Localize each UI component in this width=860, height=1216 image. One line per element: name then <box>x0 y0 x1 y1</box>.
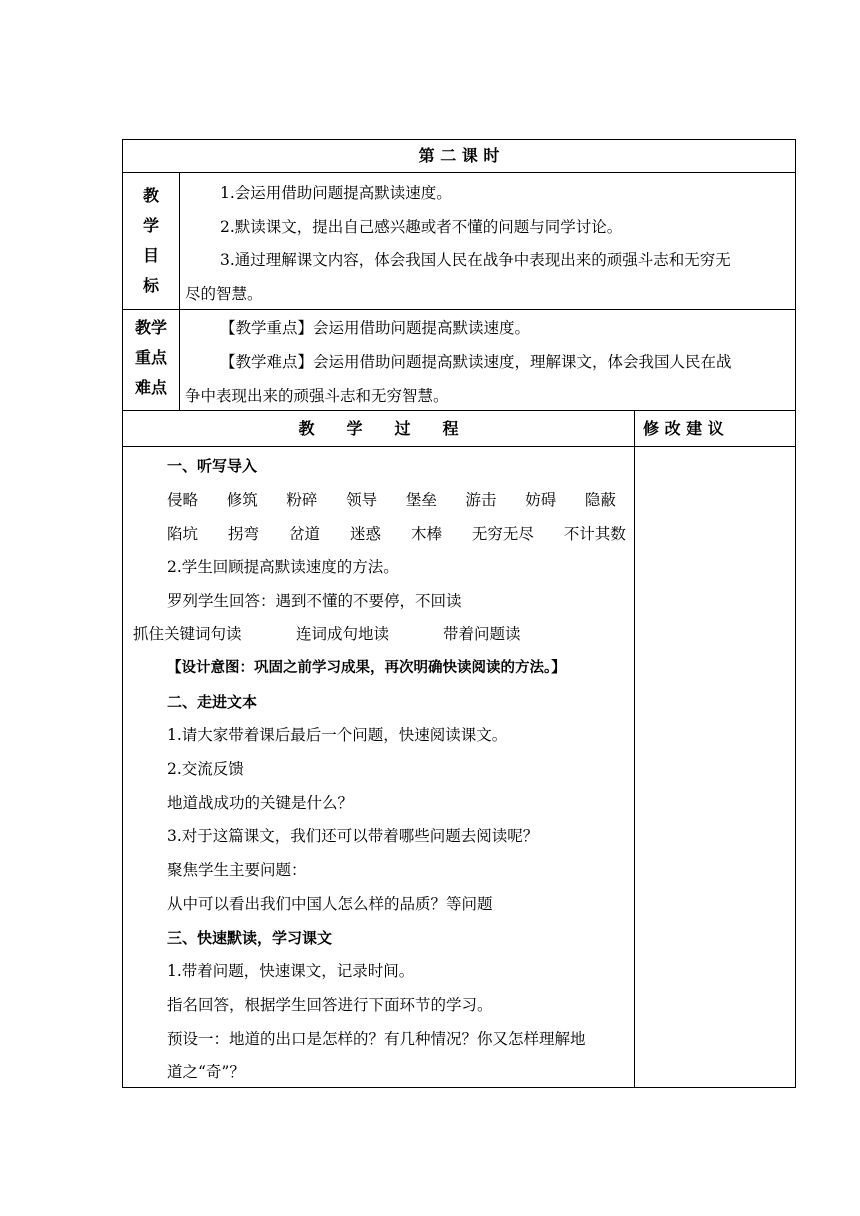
dictation-words-row <box>167 490 616 510</box>
process-line: 地道战成功的关键是什么？ <box>167 794 354 812</box>
objective-item: 1.会运用借助问题提高默读速度。 <box>220 184 452 202</box>
reading-method: 连词成句地读 <box>296 625 390 643</box>
revision-header: 修 改 建 议 <box>643 419 724 438</box>
dictation-word: 堡垒 <box>405 491 437 509</box>
objective-item: 2.默读课文，提出自己感兴趣或者不懂的问题与同学讨论。 <box>220 218 623 236</box>
section-title: 一、听写导入 <box>167 457 258 475</box>
process-line: 从中可以看出我们中国人怎么样的品质？等问题 <box>167 895 493 913</box>
revision-suggestions-cell <box>635 447 795 1087</box>
objective-item: 尽的智慧。 <box>185 285 263 303</box>
process-line: 2.交流反馈 <box>167 760 244 778</box>
dictation-word: 岔道 <box>288 525 320 543</box>
dictation-word: 拐弯 <box>227 525 259 543</box>
process-line: 预设一：地道的出口是怎样的？有几种情况？你又怎样理解地 <box>167 1030 586 1048</box>
dictation-word: 粉碎 <box>286 491 318 509</box>
row-divider <box>123 309 795 310</box>
reading-method: 抓住关键词句读 <box>133 625 242 643</box>
dictation-word: 妨碍 <box>525 491 557 509</box>
process-line: 聚焦学生主要问题： <box>167 861 307 879</box>
row-divider <box>123 410 795 411</box>
objectives-label: 教 学 目 标 <box>142 186 159 295</box>
dictation-word: 游击 <box>465 491 497 509</box>
process-line: 1.带着问题，快速课文，记录时间。 <box>167 962 415 980</box>
dictation-word: 木棒 <box>410 525 442 543</box>
difficult-point-line: 【教学难点】会运用借助问题提高默读速度，理解课文，体会我国人民在战 <box>220 353 732 371</box>
dictation-word: 不计其数 <box>563 525 626 543</box>
section-title: 三、快速默读，学习课文 <box>167 929 333 947</box>
dictation-word: 迷惑 <box>349 525 381 543</box>
row-divider <box>123 172 795 173</box>
section-title: 二、走进文本 <box>167 693 258 711</box>
reading-method: 带着问题读 <box>443 625 521 643</box>
process-line: 2.学生回顾提高默读速度的方法。 <box>167 558 399 576</box>
keypoints-label: 教学 重点 难点 <box>134 318 167 397</box>
lesson-plan-table <box>122 139 796 1088</box>
objective-item: 3.通过理解课文内容，体会我国人民在战争中表现出来的顽强斗志和无穷无 <box>220 251 731 269</box>
process-line: 3.对于这篇课文，我们还可以带着哪些问题去阅读呢？ <box>167 827 539 845</box>
dictation-word: 侵略 <box>167 491 199 509</box>
dictation-words-row <box>167 524 626 544</box>
process-line: 1.请大家带着课后最后一个问题，快速阅读课文。 <box>167 726 508 744</box>
dictation-word: 隐蔽 <box>584 491 616 509</box>
dictation-word: 无穷无尽 <box>471 525 534 543</box>
dictation-word: 领导 <box>346 491 378 509</box>
dictation-word: 陷坑 <box>167 525 199 543</box>
lesson-title: 第 二 课 时 <box>418 146 500 165</box>
process-line: 罗列学生回答：遇到不懂的不要停，不回读 <box>167 592 462 610</box>
process-line: 指名回答，根据学生回答进行下面环节的学习。 <box>167 996 493 1014</box>
key-point-line: 【教学重点】会运用借助问题提高默读速度。 <box>220 319 531 337</box>
difficult-point-line: 争中表现出来的顽强斗志和无穷智慧。 <box>185 387 449 405</box>
process-header: 教 学 过 程 <box>298 419 459 438</box>
dictation-word: 修筑 <box>226 491 258 509</box>
column-divider <box>179 172 180 410</box>
process-line: 道之“奇”？ <box>167 1063 245 1081</box>
design-intent: 【设计意图：巩固之前学习成果，再次明确快读阅读的方法。】 <box>167 659 566 676</box>
